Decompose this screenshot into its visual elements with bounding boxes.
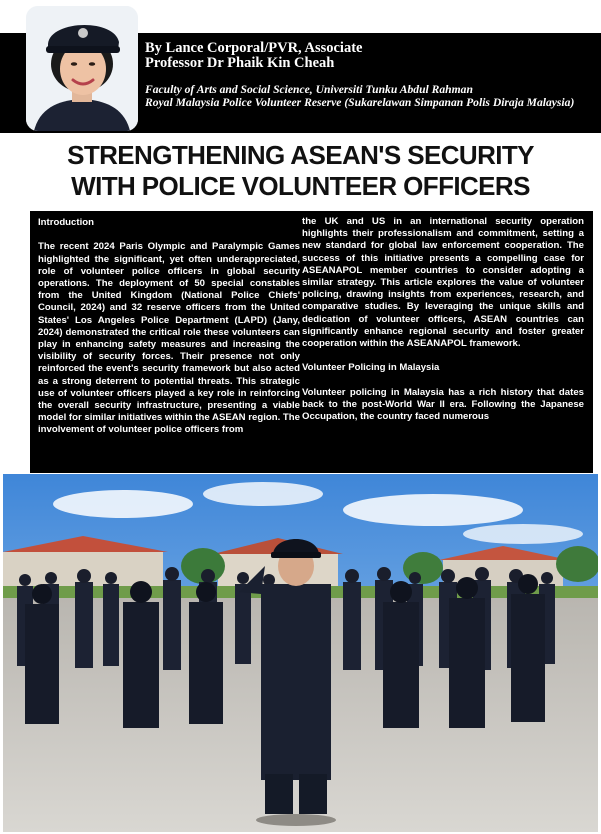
officers-saluting-photo	[3, 474, 598, 832]
section-paragraph: Volunteer policing in Malaysia has a rich history that dates back to the post-World War II era. Following the Japanese Occupation, the country faced numerous	[302, 386, 584, 423]
section-heading: Volunteer Policing in Malaysia	[302, 362, 440, 374]
article-column-right	[302, 216, 584, 436]
article-headline	[0, 140, 601, 202]
headline-line-2: WITH POLICE VOLUNTEER OFFICERS	[71, 171, 530, 201]
article-body	[30, 211, 593, 473]
affiliation-line-1: Faculty of Arts and Social Science, Universiti Tunku Abdul Rahman	[145, 83, 473, 96]
intro-paragraph: The recent 2024 Paris Olympic and Paralympic Games highlighted the significant, yet often underappreciated, role of volunteer police officers in global security operations. The deployment of 50 special constables from the United Kingdom (National Police Chiefs' Council, 2024) and 32 reserve officers from the United States' Los Angeles Police Department (LAPD) (Jany, 2024) demonstrated the critical role these volunteers can play in enhancing safety measures and increasing the visibility of security forces. Their presence not only reinforced the event's security framework but also acted as a strong deterrent to potential threats. This strategic use of volunteer officers played a key role in reinforcing the overall security infrastructure, presenting a viable model for similar initiatives within the ASEAN region. The involvement of volunteer police officers from	[38, 241, 300, 436]
author-portrait	[26, 6, 138, 131]
author-affiliation	[145, 83, 590, 109]
affiliation-line-2: Royal Malaysia Police Volunteer Reserve (Sukarelawan Simpanan Polis Diraja Malaysia)	[145, 96, 575, 110]
author-name: By Lance Corporal/PVR, Associate Professor Dr Phaik Kin Cheah	[145, 40, 363, 71]
article-column-left	[38, 217, 300, 449]
intro-paragraph-continued: the UK and US in an international security operation highlights their professionalism and commitment, setting a new standard for global law enforcement cooperation. The success of this initiative presents a compelling case for ASEANAPOL member countries to consider adopting a similar strategy. This article explores the value of volunteer policing, drawing insights from experiences, research, and comparative studies. By leveraging the unique skills and dedication of volunteer officers, ASEAN countries can significantly enhance regional security and foster greater cooperation within the ASEANAPOL framework.	[302, 216, 584, 350]
headline-line-1: STRENGTHENING ASEAN'S SECURITY	[67, 140, 534, 170]
intro-heading: Introduction	[38, 217, 94, 228]
